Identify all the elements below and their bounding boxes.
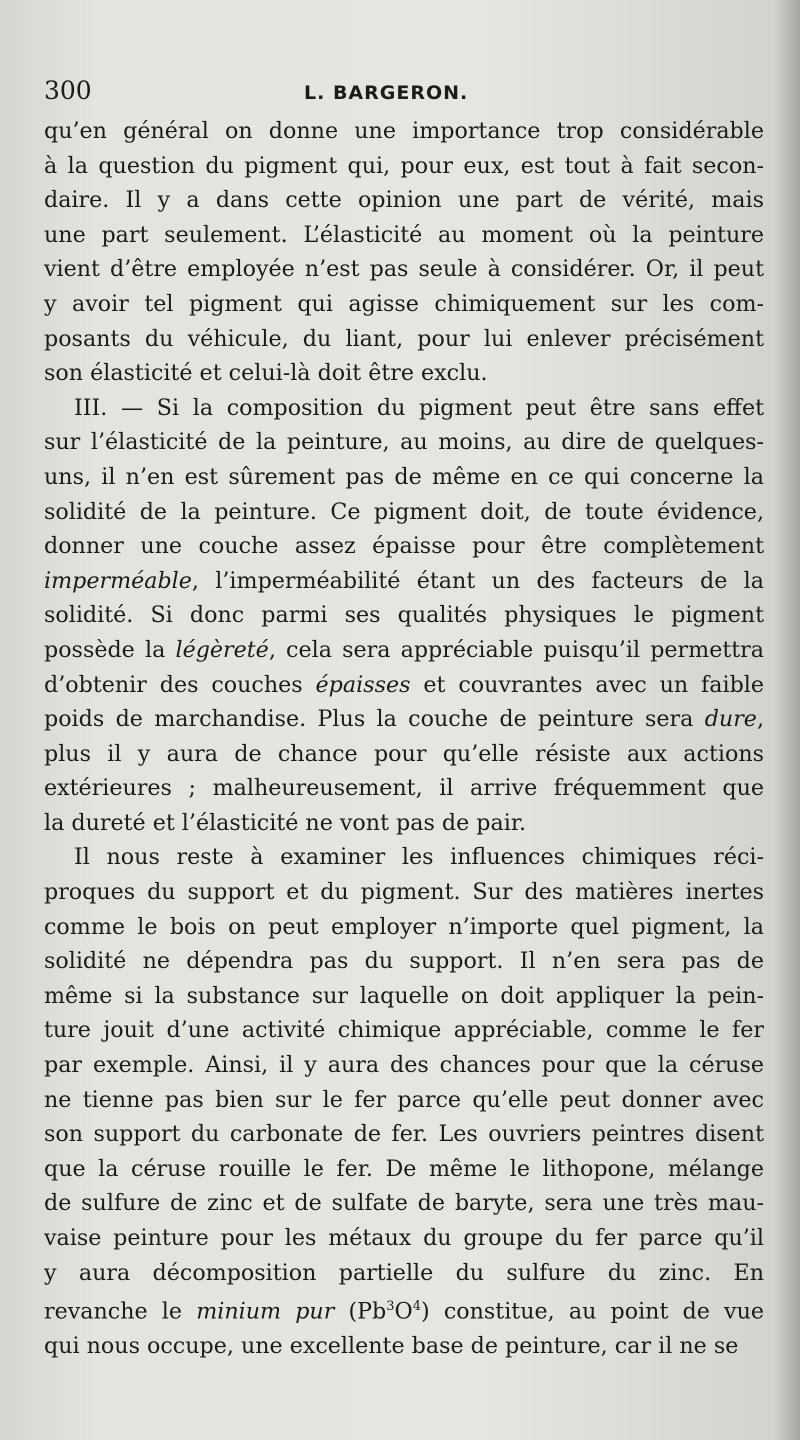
text-line: y aura décomposition partielle du sulfure du zinc. En bbox=[44, 1259, 764, 1286]
page-header bbox=[44, 76, 764, 112]
text-line: son support du carbonate de fer. Les ouvriers peintres disent bbox=[44, 1121, 764, 1148]
text-line: sur l’élasticité de la peinture, au moins, au dire de quelques- bbox=[44, 429, 764, 456]
text-line: son élasticité et celui-là doit être exclu. bbox=[44, 360, 488, 387]
text-line: la dureté et l’élasticité ne vont pas de pair. bbox=[44, 809, 527, 836]
text-line: solidité de la peinture. Ce pigment doit, de toute évidence, bbox=[44, 498, 764, 525]
text-line: de sulfure de zinc et de sulfate de baryte, sera une très mau- bbox=[44, 1190, 764, 1217]
text-line: plus il y aura de chance pour qu’elle résiste aux actions bbox=[44, 740, 764, 767]
text-line: d’obtenir des couches épaisses et couvrantes avec un faible bbox=[44, 671, 765, 698]
text-line: que la céruse rouille le fer. De même le lithopone, mélange bbox=[44, 1155, 764, 1182]
text-line: comme le bois on peut employer n’importe quel pigment, la bbox=[44, 913, 764, 940]
text-line: posants du véhicule, du liant, pour lui enlever précisément bbox=[44, 325, 764, 352]
text-line: uns, il n’en est sûrement pas de même en ce qui concerne la bbox=[44, 463, 764, 490]
text-line: Il nous reste à examiner les influences chimiques réci- bbox=[74, 844, 764, 871]
text-line: qui nous occupe, une excellente base de peinture, car il ne se bbox=[44, 1333, 739, 1360]
text-line: ne tienne pas bien sur le fer parce qu’elle peut donner avec bbox=[44, 1086, 764, 1113]
text-line: solidité. Si donc parmi ses qualités physiques le pigment bbox=[44, 602, 764, 629]
paragraph bbox=[44, 840, 764, 1363]
text-line: poids de marchandise. Plus la couche de peinture sera dure, bbox=[44, 706, 764, 733]
text-line: par exemple. Ainsi, il y aura des chances pour que la céruse bbox=[44, 1052, 764, 1079]
text-line: même si la substance sur laquelle on doit appliquer la pein- bbox=[44, 982, 764, 1009]
body-text bbox=[44, 114, 764, 1364]
text-line: à la question du pigment qui, pour eux, est tout à fait secon- bbox=[44, 152, 764, 179]
page-number: 300 bbox=[44, 76, 92, 105]
paragraph bbox=[44, 114, 764, 391]
running-head: L. BARGERON. bbox=[304, 82, 469, 104]
text-line: une part seulement. L’élasticité au moment où la peinture bbox=[44, 221, 764, 248]
text-line: revanche le minium pur $(Pb^3O^4)$ constitue, au point de vue bbox=[44, 1298, 764, 1325]
text-line: proques du support et du pigment. Sur des matières inertes bbox=[44, 879, 764, 906]
paragraph bbox=[44, 391, 764, 841]
text-line: imperméable, l’imperméabilité étant un des facteurs de la bbox=[44, 567, 764, 594]
text-line: qu’en général on donne une importance trop considérable bbox=[44, 118, 764, 144]
text-line: daire. Il y a dans cette opinion une part de vérité, mais bbox=[44, 187, 764, 214]
text-line: III. — Si la composition du pigment peut être sans effet bbox=[74, 394, 764, 421]
text-line: extérieures ; malheureusement, il arrive fréquemment que bbox=[44, 775, 764, 802]
text-line: y avoir tel pigment qui agisse chimiquement sur les com- bbox=[44, 290, 764, 317]
text-line: possède la légèreté, cela sera appréciable puisqu’il permettra bbox=[44, 636, 764, 663]
text-line: solidité ne dépendra pas du support. Il n’en sera pas de bbox=[44, 948, 764, 975]
text-line: vient d’être employée n’est pas seule à considérer. Or, il peut bbox=[44, 256, 764, 283]
text-line: ture jouit d’une activité chimique appréciable, comme le fer bbox=[44, 1017, 764, 1044]
text-line: vaise peinture pour les métaux du groupe du fer parce qu’il bbox=[44, 1225, 764, 1251]
text-line: donner une couche assez épaisse pour être complètement bbox=[44, 533, 764, 560]
